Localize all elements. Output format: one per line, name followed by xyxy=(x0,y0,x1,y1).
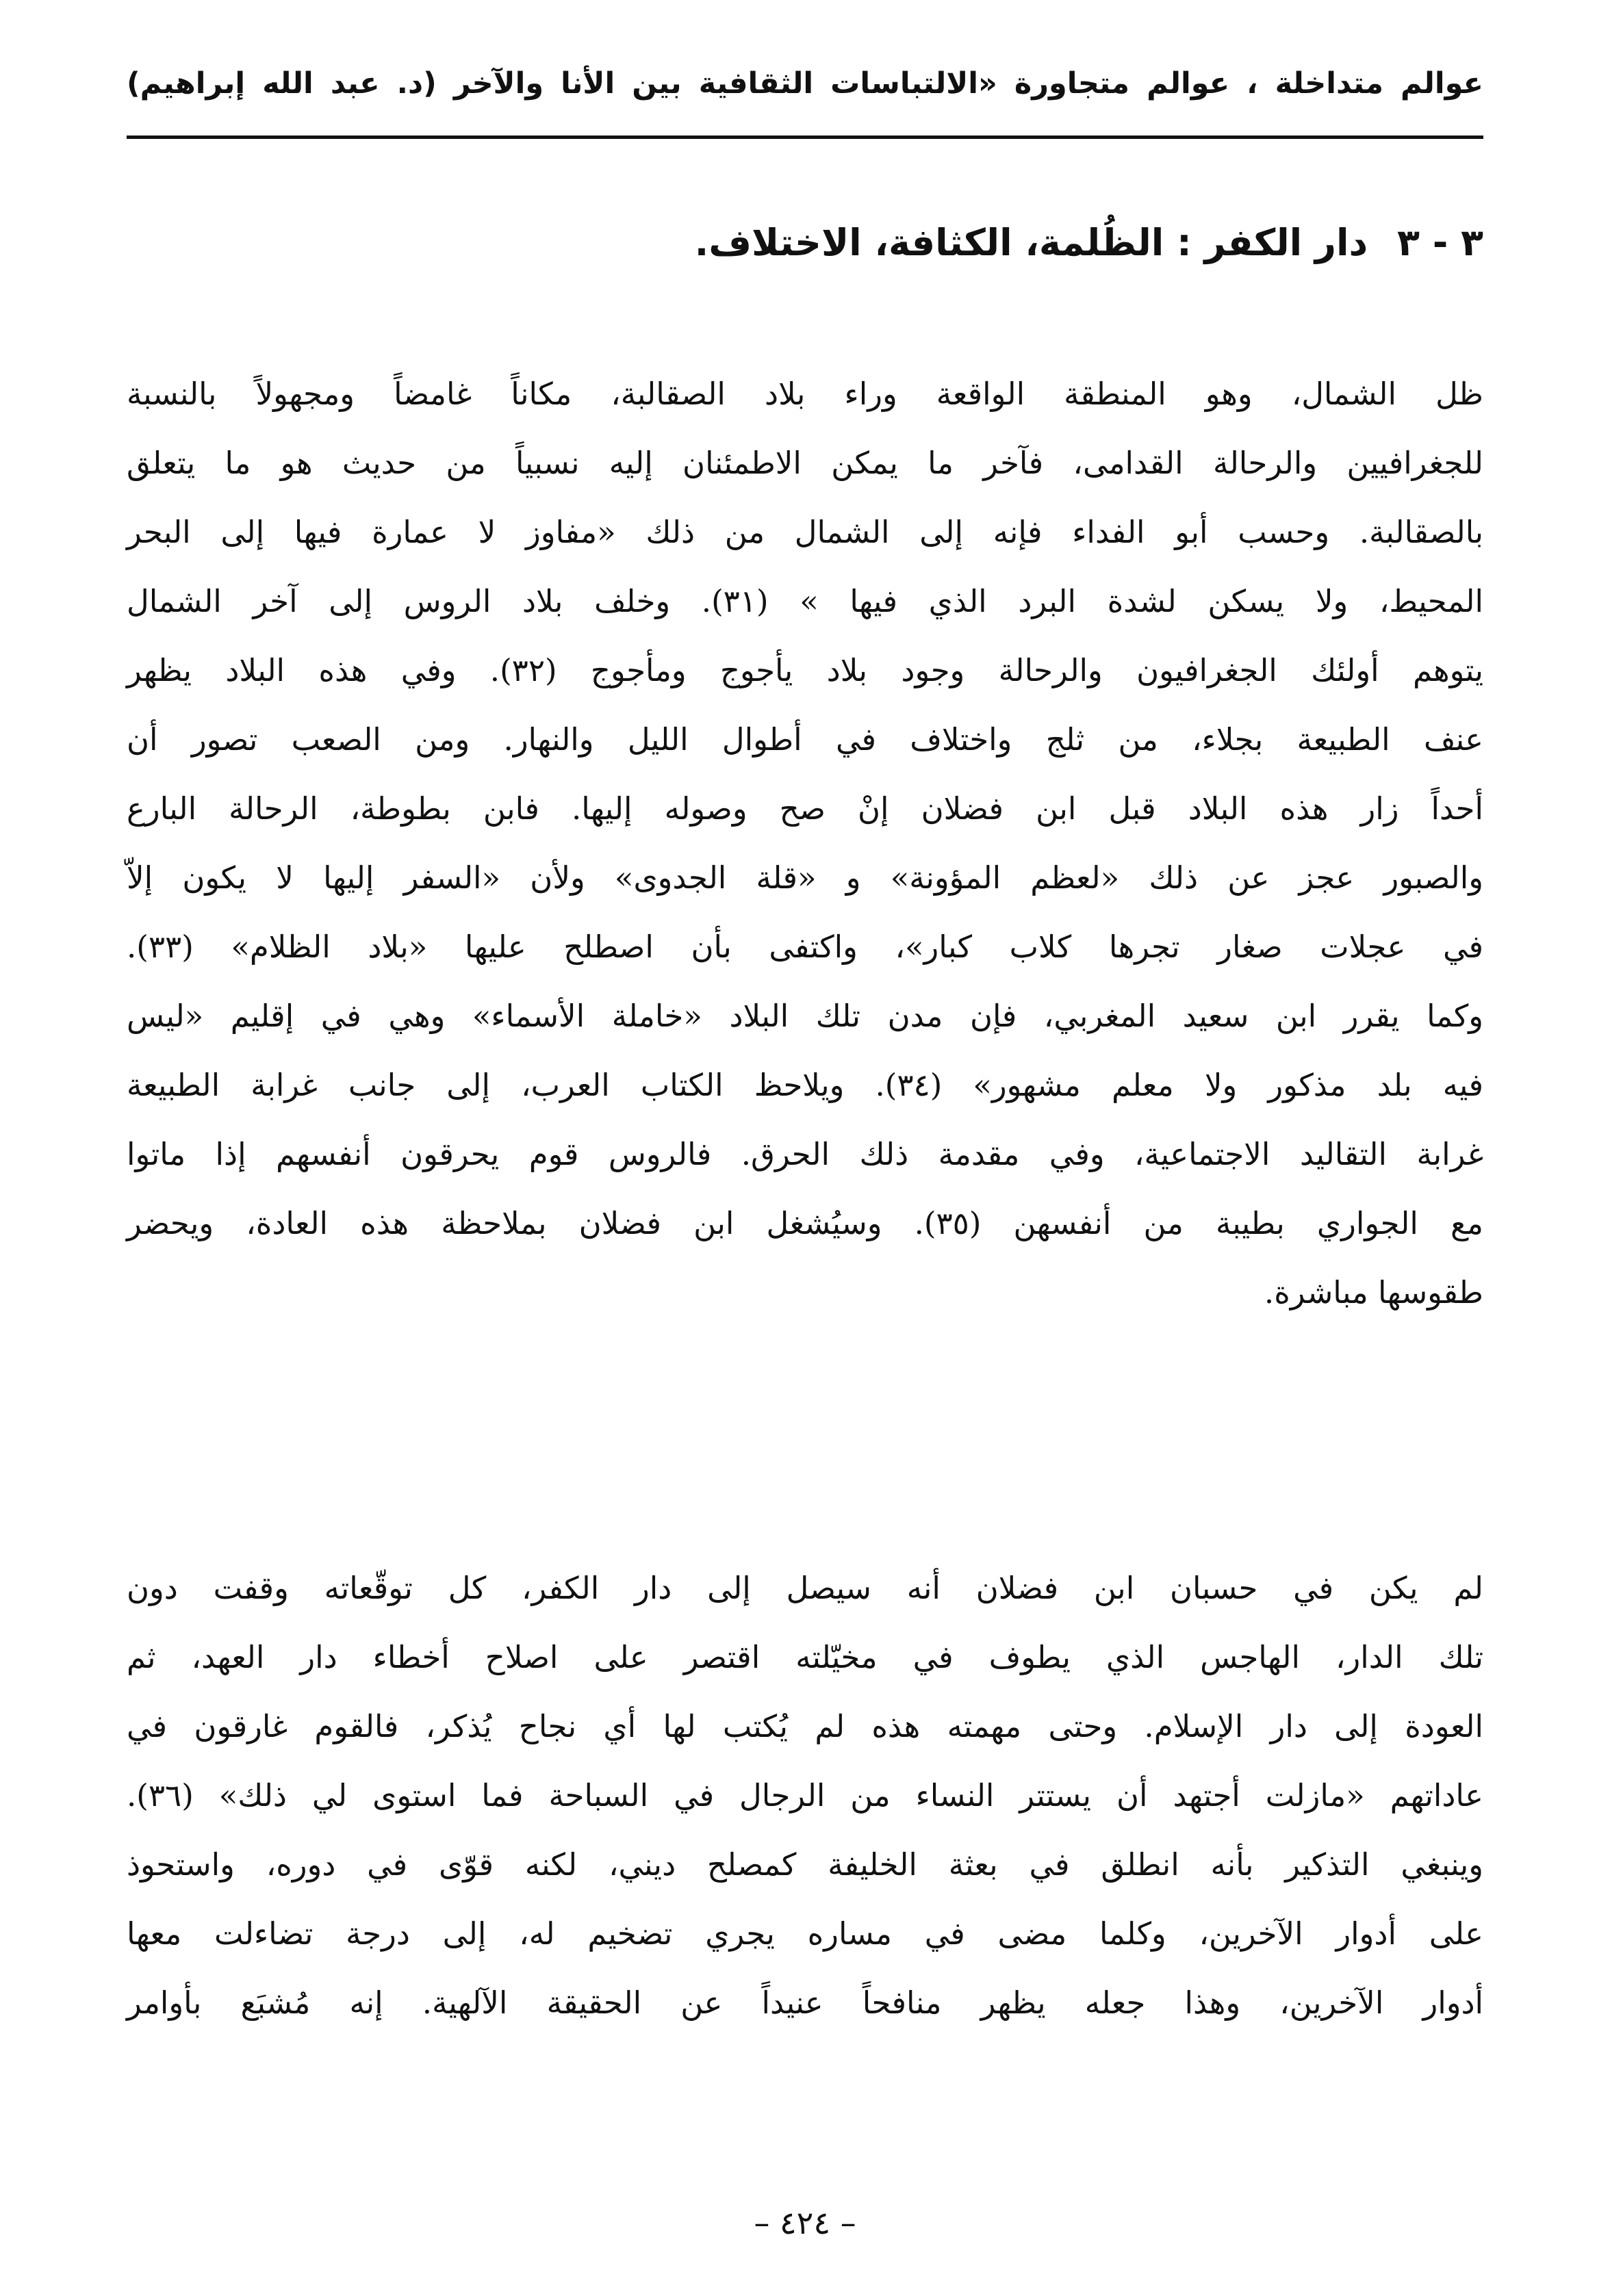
paragraph-line: عنف الطبيعة بجلاء، من ثلج واختلاف في أطوال الليل والنهار. ومن الصعب تصور أن xyxy=(127,721,1483,758)
section-heading xyxy=(127,216,1483,270)
paragraph-line: ظل الشمال، وهو المنطقة الواقعة وراء بلاد الصقالبة، مكاناً غامضاً ومجهولاً بالنسبة xyxy=(127,376,1483,412)
paragraph-line: في عجلات صغار تجرها كلاب كبار»، واكتفى بأن اصطلح عليها «بلاد الظلام» (٣٣). xyxy=(127,929,1483,965)
page-number-text: – ٤٢٤ – xyxy=(754,2204,856,2241)
paragraph-line: تلك الدار، الهاجس الذي يطوف في مخيّلته اقتصر على اصلاح أخطاء دار العهد، ثم xyxy=(127,1639,1483,1675)
running-header-text: عوالم متداخلة ، عوالم متجاورة «الالتباسات الثقافية بين الأنا والآخر (د. عبد الله إبراهيم) xyxy=(127,66,1483,101)
paragraph-line: وكما يقرر ابن سعيد المغربي، فإن مدن تلك البلاد «خاملة الأسماء» وهي في إقليم «ليس xyxy=(127,998,1483,1034)
paragraph-line: المحيط، ولا يسكن لشدة البرد الذي فيها » (٣١). وخلف بلاد الروس إلى آخر الشمال xyxy=(127,583,1483,619)
paragraph-line: يتوهم أولئك الجغرافيون والرحالة وجود بلاد يأجوج ومأجوج (٣٢). وفي هذه البلاد يظهر xyxy=(127,652,1483,688)
document-page xyxy=(127,0,1483,2296)
paragraph-line: طقوسها مباشرة. xyxy=(1264,1274,1483,1311)
paragraph-line: وينبغي التذكير بأنه انطلق في بعثة الخليفة كمصلح ديني، لكنه قوّى في دوره، واستحوذ xyxy=(127,1846,1483,1883)
paragraph-line: أدوار الآخرين، وهذا جعله يظهر منافحاً عنيداً عن الحقيقة الآلهية. إنه مُشبَع بأوامر xyxy=(127,1985,1483,2021)
paragraph-2 xyxy=(127,1553,1483,2037)
paragraph-line: مع الجواري بطيبة من أنفسهن (٣٥). وسيُشغل ابن فضلان بملاحظة هذه العادة، ويحضر xyxy=(127,1205,1483,1241)
paragraph-line: غرابة التقاليد الاجتماعية، وفي مقدمة ذلك الحرق. فالروس قوم يحرقون أنفسهم إذا ماتوا xyxy=(127,1136,1483,1172)
paragraph-line: فيه بلد مذكور ولا معلم مشهور» (٣٤). ويلاحظ الكتاب العرب، إلى جانب غرابة الطبيعة xyxy=(127,1067,1483,1103)
paragraph-line: أحداً زار هذه البلاد قبل ابن فضلان إنْ صح وصوله إليها. فابن بطوطة، الرحالة البارع xyxy=(127,790,1483,827)
page-number xyxy=(127,2202,1483,2243)
section-title: دار الكفر : الظُلمة، الكثافة، الاختلاف. xyxy=(694,221,1368,264)
paragraph-line: العودة إلى دار الإسلام. وحتى مهمته هذه لم يُكتب لها أي نجاح يُذكر، فالقوم غارقون في xyxy=(127,1708,1483,1744)
paragraph-line: عاداتهم «مازلت أجتهد أن يستتر النساء من الرجال في السباحة فما استوى لي ذلك» (٣٦). xyxy=(127,1777,1483,1814)
running-header xyxy=(127,63,1483,104)
header-rule xyxy=(127,136,1483,139)
paragraph-1 xyxy=(127,359,1483,1327)
paragraph-line: والصبور عجز عن ذلك «لعظم المؤونة» و «قلة الجدوى» ولأن «السفر إليها لا يكون إلاّ xyxy=(127,860,1483,896)
paragraph-line: للجغرافيين والرحالة القدامى، فآخر ما يمكن الاطمئنان إليه نسبياً من حديث هو ما يتعلق xyxy=(127,445,1483,481)
section-number: ٣ - ٣ xyxy=(1397,221,1483,264)
paragraph-line: لم يكن في حسبان ابن فضلان أنه سيصل إلى دار الكفر، كل توقّعاته وقفت دون xyxy=(127,1570,1483,1606)
paragraph-line: بالصقالبة. وحسب أبو الفداء فإنه إلى الشمال من ذلك «مفاوز لا عمارة فيها إلى البحر xyxy=(127,514,1483,550)
paragraph-line: على أدوار الآخرين، وكلما مضى في مساره يجري تضخيم له، إلى درجة تضاءلت معها xyxy=(127,1916,1483,1952)
